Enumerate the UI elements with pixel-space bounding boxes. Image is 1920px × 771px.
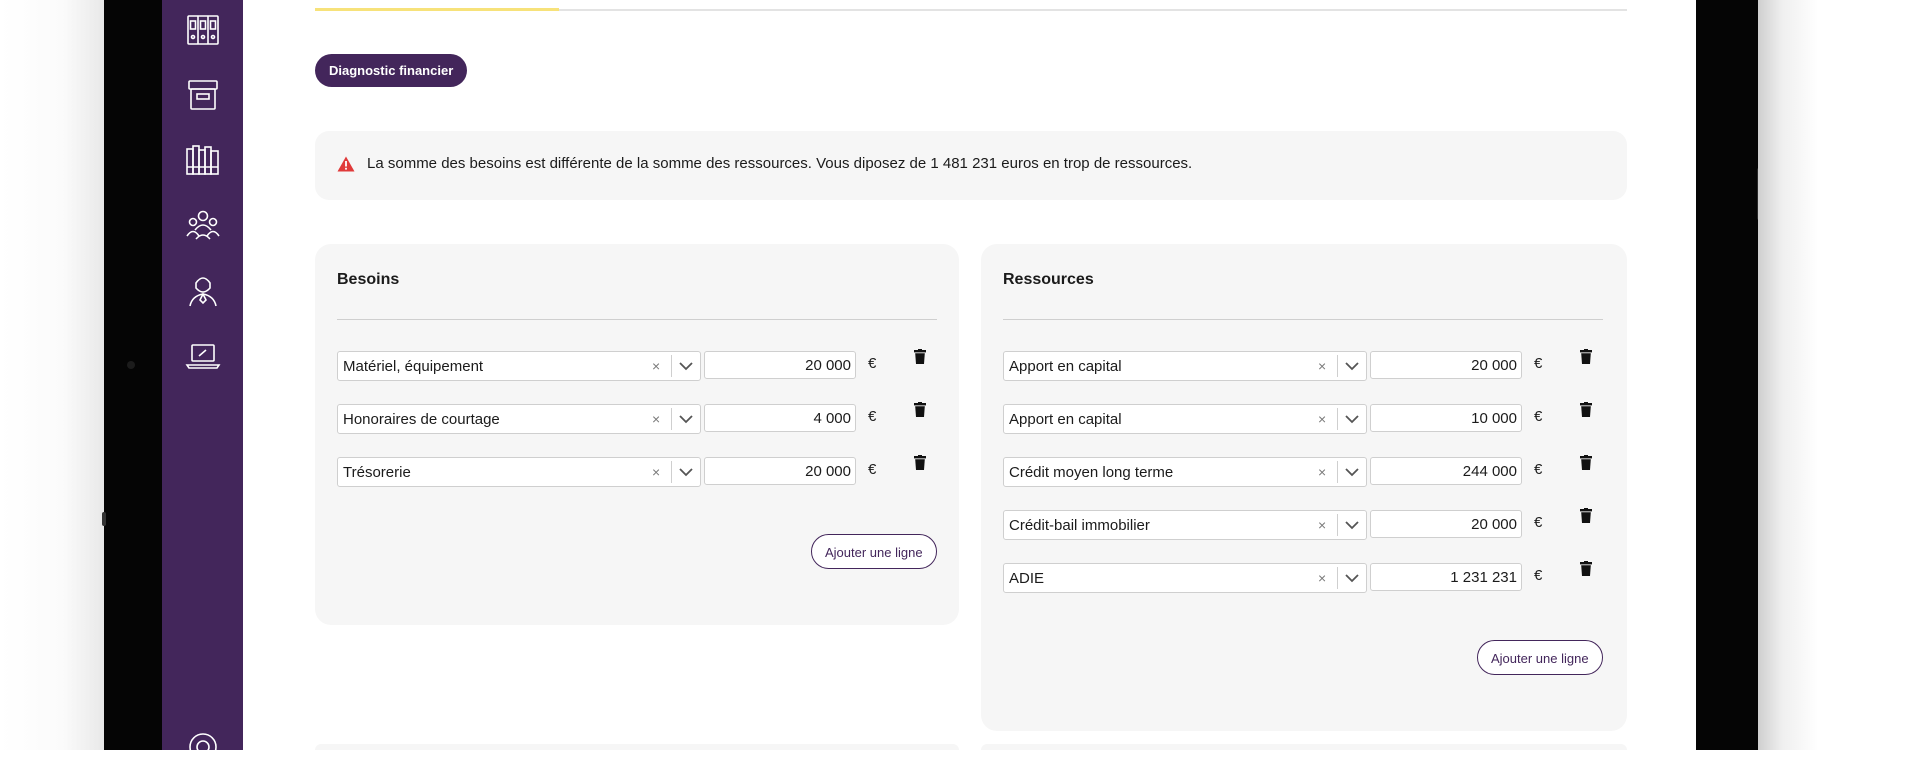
trash-icon[interactable] bbox=[1579, 561, 1593, 577]
team-icon[interactable] bbox=[184, 206, 222, 244]
select-separator bbox=[671, 461, 672, 483]
besoin-amount-input[interactable]: 20 000 bbox=[704, 457, 856, 485]
trash-icon[interactable] bbox=[913, 402, 927, 418]
chevron-down-icon[interactable] bbox=[1341, 463, 1363, 481]
clear-icon[interactable]: × bbox=[1318, 570, 1327, 586]
main-content bbox=[243, 0, 1696, 750]
chevron-down-icon[interactable] bbox=[675, 357, 697, 375]
select-separator bbox=[671, 408, 672, 430]
add-ressource-line-button[interactable]: Ajouter une ligne bbox=[1477, 640, 1603, 675]
device-bezel-left bbox=[104, 0, 162, 750]
ressources-panel bbox=[981, 244, 1627, 731]
trash-icon[interactable] bbox=[1579, 402, 1593, 418]
clear-icon[interactable]: × bbox=[652, 464, 661, 480]
currency-label: € bbox=[1534, 567, 1543, 584]
select-value: Trésorerie bbox=[343, 464, 411, 481]
device-bezel-right bbox=[1696, 0, 1758, 750]
ressource-type-select[interactable] bbox=[1003, 563, 1367, 593]
ressource-amount-input[interactable]: 1 231 231 bbox=[1370, 563, 1522, 591]
ressource-amount-input[interactable]: 244 000 bbox=[1370, 457, 1522, 485]
next-panel-edge bbox=[315, 744, 959, 750]
select-value: Crédit-bail immobilier bbox=[1009, 517, 1150, 534]
binders-icon[interactable] bbox=[184, 141, 222, 179]
device-side-button bbox=[102, 512, 106, 526]
warning-alert bbox=[315, 131, 1627, 200]
next-panel-edge bbox=[981, 744, 1627, 750]
chevron-down-icon[interactable] bbox=[675, 410, 697, 428]
add-besoin-line-button[interactable]: Ajouter une ligne bbox=[811, 534, 937, 569]
clear-icon[interactable]: × bbox=[1318, 358, 1327, 374]
currency-label: € bbox=[1534, 355, 1543, 372]
clear-icon[interactable]: × bbox=[1318, 464, 1327, 480]
select-value: Crédit moyen long terme bbox=[1009, 464, 1174, 481]
clear-icon[interactable]: × bbox=[1318, 517, 1327, 533]
laptop-icon[interactable] bbox=[184, 336, 222, 374]
besoin-type-select[interactable] bbox=[337, 351, 701, 381]
trash-icon[interactable] bbox=[1579, 508, 1593, 524]
select-separator bbox=[1337, 567, 1338, 589]
advisor-icon[interactable] bbox=[184, 271, 222, 309]
ressource-amount-input[interactable]: 20 000 bbox=[1370, 510, 1522, 538]
select-separator bbox=[1337, 514, 1338, 536]
currency-label: € bbox=[868, 408, 877, 425]
select-separator bbox=[671, 355, 672, 377]
ressource-amount-input[interactable]: 10 000 bbox=[1370, 404, 1522, 432]
chevron-down-icon[interactable] bbox=[1341, 569, 1363, 587]
select-separator bbox=[1337, 408, 1338, 430]
ressource-type-select[interactable] bbox=[1003, 457, 1367, 487]
chevron-down-icon[interactable] bbox=[1341, 410, 1363, 428]
besoins-title: Besoins bbox=[337, 271, 400, 288]
besoins-divider bbox=[337, 319, 937, 320]
currency-label: € bbox=[868, 461, 877, 478]
besoin-amount-input[interactable]: 4 000 bbox=[704, 404, 856, 432]
select-separator bbox=[1337, 461, 1338, 483]
trash-icon[interactable] bbox=[1579, 349, 1593, 365]
trash-icon[interactable] bbox=[913, 455, 927, 471]
select-value: Matériel, équipement bbox=[343, 358, 484, 375]
diagnostic-financier-pill[interactable]: Diagnostic financier bbox=[315, 54, 467, 87]
currency-label: € bbox=[1534, 514, 1543, 531]
trash-icon[interactable] bbox=[1579, 455, 1593, 471]
ressource-amount-input[interactable]: 20 000 bbox=[1370, 351, 1522, 379]
ressource-type-select[interactable] bbox=[1003, 351, 1367, 381]
clear-icon[interactable]: × bbox=[652, 411, 661, 427]
clear-icon[interactable]: × bbox=[652, 358, 661, 374]
device-shadow-right bbox=[1758, 0, 1818, 750]
chevron-down-icon[interactable] bbox=[1341, 357, 1363, 375]
alert-message: La somme des besoins est différente de la somme des ressources. Vous diposez de 1 481 231 euros en trop de ressources. bbox=[367, 155, 1193, 172]
ressource-type-select[interactable] bbox=[1003, 404, 1367, 434]
clear-icon[interactable]: × bbox=[1318, 411, 1327, 427]
ressources-divider bbox=[1003, 319, 1603, 320]
select-value: Apport en capital bbox=[1009, 358, 1122, 375]
select-value: ADIE bbox=[1009, 570, 1045, 587]
select-value: Honoraires de courtage bbox=[343, 411, 500, 428]
chevron-down-icon[interactable] bbox=[675, 463, 697, 481]
folders-icon[interactable] bbox=[184, 11, 222, 49]
besoins-panel bbox=[315, 244, 959, 625]
warning-icon bbox=[337, 156, 355, 172]
chevron-down-icon[interactable] bbox=[1341, 516, 1363, 534]
select-separator bbox=[1337, 355, 1338, 377]
currency-label: € bbox=[868, 355, 877, 372]
sidebar bbox=[162, 0, 243, 750]
select-value: Apport en capital bbox=[1009, 411, 1122, 428]
currency-label: € bbox=[1534, 408, 1543, 425]
besoin-type-select[interactable] bbox=[337, 404, 701, 434]
currency-label: € bbox=[1534, 461, 1543, 478]
device-camera bbox=[127, 361, 135, 369]
ressource-type-select[interactable] bbox=[1003, 510, 1367, 540]
device-shadow-left bbox=[0, 0, 105, 750]
tab-active-indicator[interactable] bbox=[315, 8, 559, 11]
archive-box-icon[interactable] bbox=[184, 76, 222, 114]
ressources-title: Ressources bbox=[1003, 271, 1094, 288]
besoin-amount-input[interactable]: 20 000 bbox=[704, 351, 856, 379]
support-icon[interactable] bbox=[184, 728, 222, 766]
trash-icon[interactable] bbox=[913, 349, 927, 365]
besoin-type-select[interactable] bbox=[337, 457, 701, 487]
